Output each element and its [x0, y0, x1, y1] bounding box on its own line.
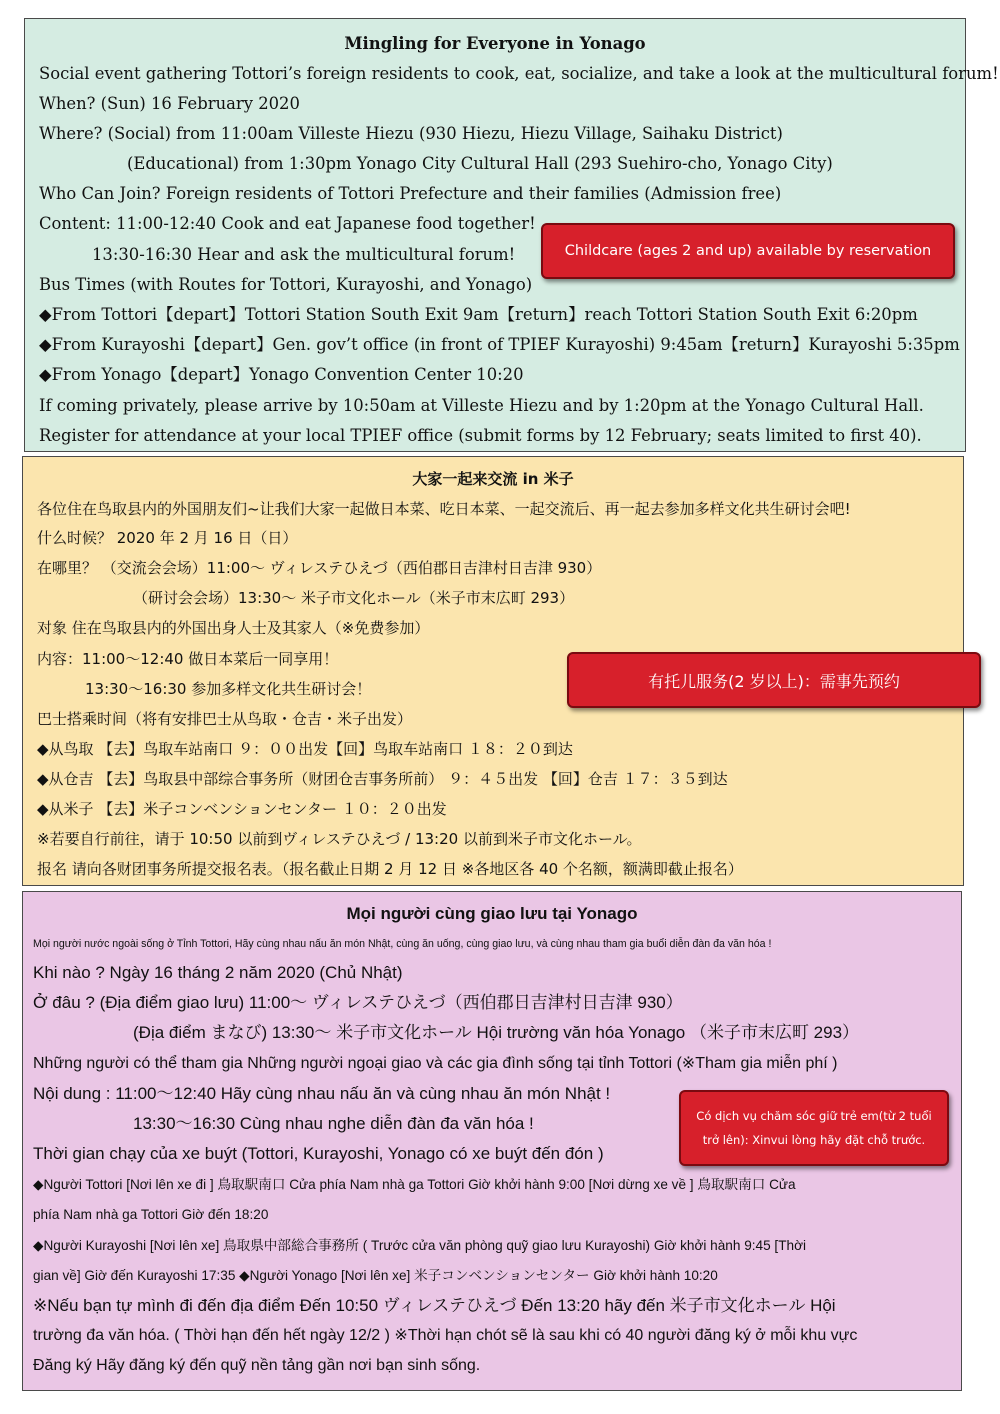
english-line-where-social: Where? (Social) from 11:00am Villeste Hiezu (930 Hiezu, Hiezu Village, Saihaku District) — [39, 124, 783, 143]
chinese-line-bus-times: 巴士搭乘时间（将有安排巴士从鸟取・仓吉・米子出发） — [37, 710, 413, 728]
vietnamese-line-when: Khi nào ? Ngày 16 tháng 2 năm 2020 (Chủ Nhật) — [33, 963, 403, 982]
vietnamese-line-bus-kurayoshi-1: ◆Người Kurayoshi [Nơi lên xe] 鳥取県中部総合事務所 ( Trước cửa văn phòng quỹ giao lưu Kurayoshi) Giờ khởi hành 9:45 [Thời — [33, 1238, 806, 1253]
english-line-private: If coming privately, please arrive by 10:50am at Villeste Hiezu and by 1:20pm at the Yonago Cultural Hall. — [39, 396, 924, 415]
vietnamese-line-private-2: trường đa văn hóa. ( Thời hạn đến hết ngày 12/2 ) ※Thời hạn chót sẽ là sau khi có 40 người đăng ký ở mỗi khu vực — [33, 1327, 858, 1344]
chinese-line-bus-yonago: ◆从米子 【去】米子コンベンションセンター １０：２０出发 — [37, 800, 447, 818]
chinese-line-bus-tottori: ◆从鸟取 【去】鸟取车站南口 ９：００出发【回】鸟取车站南口 １８：２０到达 — [37, 740, 573, 758]
chinese-line-where-forum: （研讨会会场）13:30～ 米子市文化ホール（米子市末広町 293） — [133, 589, 575, 607]
chinese-line-intro: 各位住在鸟取县内的外国朋友们~让我们大家一起做日本菜、吃日本菜、一起交流后、再一起去参加多样文化共生研讨会吧! — [37, 500, 851, 518]
vietnamese-line-bus-tottori-2: phía Nam nhà ga Tottori Giờ đến 18:20 — [33, 1207, 269, 1222]
english-line-where-educational: (Educational) from 1:30pm Yonago City Cultural Hall (293 Suehiro-cho, Yonago City) — [127, 154, 833, 173]
vietnamese-line-content-2: 13:30～16:30 Cùng nhau nghe diễn đàn đa văn hóa ! — [133, 1114, 534, 1133]
chinese-title: 大家一起来交流 in 米子 — [412, 470, 574, 488]
vietnamese-title: Mọi người cùng giao lưu tại Yonago — [346, 904, 638, 923]
english-line-register: Register for attendance at your local TPIEF office (submit forms by 12 February; seats limited to first 40). — [39, 426, 922, 445]
vietnamese-line-private-1: ※Nếu bạn tự mình đi đến địa điểm Đến 10:50 ヴィレステひえづ Đến 13:20 hãy đến 米子市文化ホール Hội — [33, 1296, 836, 1315]
vietnamese-section — [22, 891, 962, 1391]
vietnamese-line-bus-tottori-1: ◆Người Tottori [Nơi lên xe đi ] 鳥取駅南口 Cửa phía Nam nhà ga Tottori Giờ khởi hành 9:00 [Nơi dừng xe về ] 鳥取駅南口 Cửa — [33, 1177, 796, 1192]
childcare-callout-chinese: 有托儿服务(2 岁以上)：需事先预约 — [567, 652, 981, 708]
chinese-line-content-1: 内容：11:00～12:40 做日本菜后一同享用！ — [37, 650, 339, 668]
chinese-line-register: 报名 请向各财团事务所提交报名表。（报名截止日期 2 月 12 日 ※各地区各 40 个名额，额满即截止报名） — [37, 860, 743, 878]
chinese-line-private: ※若要自行前往，请于 10:50 以前到ヴィレステひえづ / 13:20 以前到米子市文化ホール。 — [37, 830, 642, 848]
english-line-content-1: Content: 11:00-12:40 Cook and eat Japanese food together! — [39, 214, 536, 233]
english-title: Mingling for Everyone in Yonago — [344, 34, 646, 53]
vietnamese-line-bus-kurayoshi-2: gian về] Giờ đến Kurayoshi 17:35 ◆Người Yonago [Nơi lên xe] 米子コンベンションセンター Giờ khởi hành 10:20 — [33, 1268, 718, 1283]
chinese-section — [22, 456, 964, 886]
chinese-line-bus-kurayoshi: ◆从仓吉 【去】鸟取县中部综合事务所（财团仓吉事务所前） ９：４５出发 【回】仓吉 １７：３５到达 — [37, 770, 728, 788]
childcare-callout-vietnamese: Có dịch vụ chăm sóc giữ trẻ em(từ 2 tuổi trở lên): Xinvui lòng hãy đặt chỗ trước. — [679, 1090, 949, 1166]
vietnamese-line-register: Đăng ký Hãy đăng ký đến quỹ nền tảng gần nơi bạn sinh sống. — [33, 1357, 481, 1374]
vietnamese-line-content-1: Nội dung : 11:00～12:40 Hãy cùng nhau nấu ăn và cùng nhau ăn món Nhật ! — [33, 1084, 611, 1103]
chinese-line-when: 什么时候？ 2020 年 2 月 16 日（日） — [37, 529, 298, 547]
chinese-line-where-social: 在哪里？ （交流会会场）11:00～ ヴィレステひえづ（西伯郡日吉津村日吉津 930） — [37, 559, 602, 577]
english-line-who: Who Can Join? Foreign residents of Tottori Prefecture and their families (Admission free) — [39, 184, 782, 203]
english-line-bus-tottori: ◆From Tottori【depart】Tottori Station South Exit 9am【return】reach Tottori Station South Exit 6:20pm — [39, 305, 918, 324]
english-line-bus-yonago: ◆From Yonago【depart】Yonago Convention Center 10:20 — [39, 365, 524, 384]
english-line-intro: Social event gathering Tottori’s foreign residents to cook, eat, socialize, and take a look at the multicultural forum! — [39, 64, 999, 83]
vietnamese-line-who: Những người có thể tham gia Những người ngoại giao và các gia đình sống tại tỉnh Tottori (※Tham gia miễn phí ) — [33, 1055, 838, 1072]
chinese-line-content-2: 13:30～16:30 参加多样文化共生研讨会！ — [85, 680, 372, 698]
english-section — [24, 18, 999, 452]
chinese-line-target: 对象 住在鸟取县内的外国出身人士及其家人（※免费参加） — [37, 619, 430, 637]
english-line-bus-kurayoshi: ◆From Kurayoshi【depart】Gen. gov’t office (in front of TPIEF Kurayoshi) 9:45am【return】Kurayoshi 5:35pm — [39, 335, 960, 354]
english-line-bus-times: Bus Times (with Routes for Tottori, Kurayoshi, and Yonago) — [39, 275, 533, 294]
vietnamese-line-intro: Mọi người nước ngoài sống ở Tỉnh Tottori, Hãy cùng nhau nấu ăn món Nhật, cùng ăn uống, cùng giao lưu, và cùng nhau tham gia buổi diễn đàn đa văn hóa ! — [33, 938, 772, 950]
vietnamese-line-where-forum: (Địa điểm まなび) 13:30～ 米子市文化ホール Hội trường văn hóa Yonago （米子市末広町 293） — [133, 1023, 860, 1042]
vietnamese-line-where-social: Ở đâu ? (Địa điểm giao lưu) 11:00～ ヴィレステひえづ（西伯郡日吉津村日吉津 930） — [33, 993, 683, 1012]
english-line-when: When? (Sun) 16 February 2020 — [39, 94, 300, 113]
childcare-callout-english: Childcare (ages 2 and up) available by reservation — [541, 223, 955, 279]
vietnamese-line-bus-times: Thời gian chạy của xe buýt (Tottori, Kurayoshi, Yonago có xe buýt đến đón ) — [33, 1144, 604, 1163]
english-line-content-2: 13:30-16:30 Hear and ask the multicultural forum! — [92, 245, 516, 264]
